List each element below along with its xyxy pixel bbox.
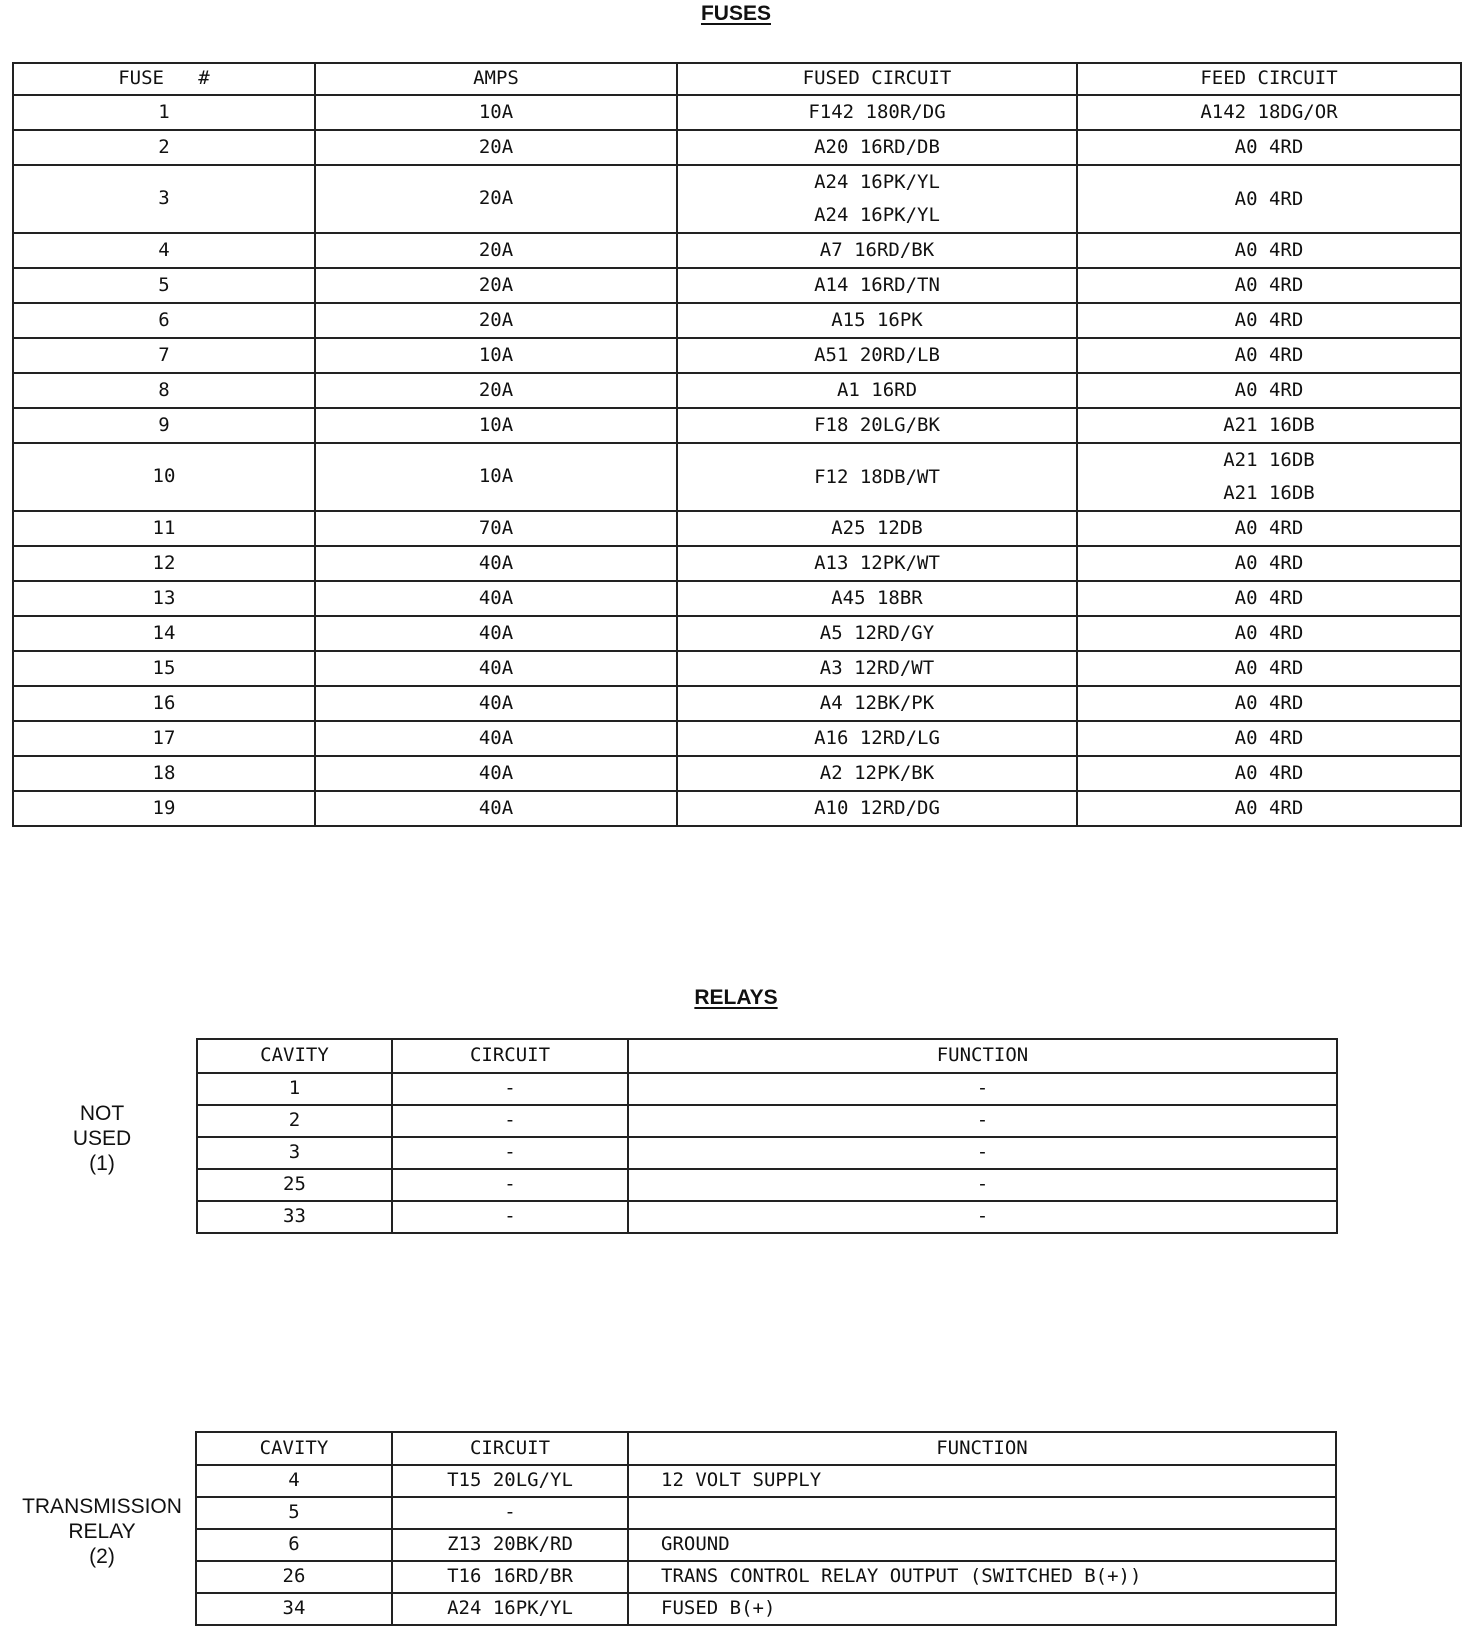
transmission-label-line: TRANSMISSION [22, 1495, 182, 1518]
fuse-row [13, 651, 1461, 686]
circuit-cell: - [392, 1201, 628, 1233]
function-cell: GROUND [628, 1529, 1336, 1561]
amps-cell: 10A [315, 443, 677, 511]
relay-row [197, 1201, 1337, 1233]
fused-circuit-cell [677, 373, 1077, 408]
fuse-row [13, 95, 1461, 130]
cavity-cell: 1 [197, 1073, 392, 1105]
fused-circuit-cell-line: A24 16PK/YL [814, 204, 940, 226]
function-cell: - [628, 1137, 1337, 1169]
fuse-number-cell: 16 [13, 686, 315, 721]
fused-circuit-cell [677, 686, 1077, 721]
fuse-number-cell: 11 [13, 511, 315, 546]
fused-circuit-cell [677, 756, 1077, 791]
fuse-number-cell: 10 [13, 443, 315, 511]
cavity-cell: 5 [196, 1497, 392, 1529]
circuit-cell: - [392, 1497, 628, 1529]
feed-circuit-cell-line: A0 4RD [1234, 587, 1304, 609]
cavity-cell: 34 [196, 1593, 392, 1625]
fused-circuit-cell-line: A13 12PK/WT [814, 552, 940, 574]
fuse-number-cell: 9 [13, 408, 315, 443]
cavity-cell: 2 [197, 1105, 392, 1137]
not-used-label [40, 1101, 164, 1176]
feed-circuit-cell-line: A0 4RD [1234, 797, 1304, 819]
fuse-row [13, 165, 1461, 233]
fused-circuit-cell [677, 443, 1077, 511]
feed-circuit-cell-line: A0 4RD [1234, 274, 1304, 296]
feed-circuit-cell [1077, 581, 1461, 616]
fuse-row [13, 756, 1461, 791]
fuses-header-row [13, 63, 1461, 95]
feed-circuit-cell-line: A0 4RD [1234, 552, 1304, 574]
feed-circuit-cell-line: A0 4RD [1234, 187, 1304, 210]
amps-cell: 20A [315, 165, 677, 233]
fuse-row [13, 373, 1461, 408]
amps-cell: 20A [315, 303, 677, 338]
feed-circuit-cell-line: A21 16DB [1223, 482, 1315, 504]
fuse-row [13, 616, 1461, 651]
fuse-row [13, 408, 1461, 443]
cavity-cell: 25 [197, 1169, 392, 1201]
relay-row [196, 1561, 1336, 1593]
feed-circuit-cell [1077, 165, 1461, 233]
feed-circuit-cell [1077, 130, 1461, 165]
fuse-row [13, 686, 1461, 721]
amps-cell: 10A [315, 338, 677, 373]
fused-circuit-cell [677, 616, 1077, 651]
fused-circuit-cell [677, 130, 1077, 165]
amps-cell: 40A [315, 616, 677, 651]
function-cell: - [628, 1073, 1337, 1105]
fused-circuit-cell [677, 408, 1077, 443]
amps-cell: 40A [315, 721, 677, 756]
feed-circuit-cell [1077, 791, 1461, 826]
fuse-row [13, 511, 1461, 546]
feed-circuit-cell-line: A0 4RD [1234, 379, 1304, 401]
function-cell: FUSED B(+) [628, 1593, 1336, 1625]
fuse-row [13, 338, 1461, 373]
fused-circuit-cell-line: A10 12RD/DG [814, 797, 940, 819]
fused-circuit-cell [677, 303, 1077, 338]
fused-circuit-cell [677, 165, 1077, 233]
header-cavity: CAVITY [196, 1432, 392, 1465]
amps-cell: 20A [315, 130, 677, 165]
fused-circuit-cell-line: F142 180R/DG [808, 101, 946, 123]
amps-cell: 40A [315, 756, 677, 791]
amps-cell: 20A [315, 268, 677, 303]
fuse-number-cell: 19 [13, 791, 315, 826]
fused-circuit-cell-line: A7 16RD/BK [819, 239, 935, 261]
not-used-relays-table [196, 1038, 1338, 1234]
feed-circuit-cell-line: A21 16DB [1223, 449, 1315, 471]
feed-circuit-cell-line: A0 4RD [1234, 692, 1304, 714]
fuse-row [13, 130, 1461, 165]
fused-circuit-cell-line: A20 16RD/DB [814, 136, 940, 158]
circuit-cell: Z13 20BK/RD [392, 1529, 628, 1561]
transmission-label-line: RELAY [68, 1520, 136, 1543]
cavity-cell: 6 [196, 1529, 392, 1561]
feed-circuit-cell [1077, 303, 1461, 338]
feed-circuit-cell [1077, 511, 1461, 546]
fuse-row [13, 443, 1461, 511]
feed-circuit-cell-line: A0 4RD [1234, 657, 1304, 679]
relay-row [196, 1529, 1336, 1561]
not-used-label-line: (1) [89, 1152, 115, 1175]
not-used-header-row [197, 1039, 1337, 1073]
header-feed-circuit: FEED CIRCUIT [1077, 63, 1461, 95]
fuse-number-cell: 8 [13, 373, 315, 408]
relay-row [196, 1465, 1336, 1497]
fused-circuit-cell-line: A16 12RD/LG [814, 727, 940, 749]
fuse-number-cell: 4 [13, 233, 315, 268]
fuse-number-cell: 13 [13, 581, 315, 616]
fused-circuit-cell-line: F18 20LG/BK [814, 414, 940, 436]
relay-row [196, 1593, 1336, 1625]
fuse-number-cell: 6 [13, 303, 315, 338]
fused-circuit-cell [677, 581, 1077, 616]
fuse-row [13, 581, 1461, 616]
fused-circuit-cell-line: A2 12PK/BK [819, 762, 935, 784]
fuses-title: FUSES [700, 2, 771, 25]
fused-circuit-cell-line: A4 12BK/PK [819, 692, 935, 714]
feed-circuit-cell [1077, 338, 1461, 373]
feed-circuit-cell [1077, 756, 1461, 791]
cavity-cell: 26 [196, 1561, 392, 1593]
fused-circuit-cell [677, 95, 1077, 130]
feed-circuit-cell-line: A142 18DG/OR [1200, 101, 1338, 123]
header-fuse-number: FUSE # [13, 63, 315, 95]
relay-row [197, 1169, 1337, 1201]
feed-circuit-cell [1077, 651, 1461, 686]
amps-cell: 40A [315, 686, 677, 721]
transmission-relay-table [195, 1431, 1337, 1626]
amps-cell: 40A [315, 546, 677, 581]
header-function: FUNCTION [628, 1432, 1336, 1465]
function-cell: TRANS CONTROL RELAY OUTPUT (SWITCHED B(+)) [628, 1561, 1336, 1593]
fused-circuit-cell-line: A15 16PK [831, 309, 923, 331]
amps-cell: 20A [315, 233, 677, 268]
function-cell [628, 1497, 1336, 1529]
fused-circuit-cell [677, 338, 1077, 373]
fuses-table [12, 62, 1462, 827]
fuse-number-cell: 17 [13, 721, 315, 756]
amps-cell: 20A [315, 373, 677, 408]
fuse-number-cell: 7 [13, 338, 315, 373]
fuse-row [13, 303, 1461, 338]
fused-circuit-cell [677, 651, 1077, 686]
function-cell: - [628, 1105, 1337, 1137]
circuit-cell: - [392, 1105, 628, 1137]
header-circuit: CIRCUIT [392, 1432, 628, 1465]
feed-circuit-cell [1077, 233, 1461, 268]
header-function: FUNCTION [628, 1039, 1337, 1073]
fuse-row [13, 233, 1461, 268]
amps-cell: 40A [315, 581, 677, 616]
header-cavity: CAVITY [197, 1039, 392, 1073]
amps-cell: 10A [315, 408, 677, 443]
transmission-relay-label [12, 1494, 192, 1569]
feed-circuit-cell [1077, 443, 1461, 511]
feed-circuit-cell [1077, 95, 1461, 130]
feed-circuit-cell-line: A21 16DB [1223, 414, 1315, 436]
feed-circuit-cell [1077, 686, 1461, 721]
header-fused-circuit: FUSED CIRCUIT [677, 63, 1077, 95]
feed-circuit-cell [1077, 721, 1461, 756]
fused-circuit-cell-line: A14 16RD/TN [814, 274, 940, 296]
relay-row [197, 1073, 1337, 1105]
fused-circuit-cell [677, 268, 1077, 303]
feed-circuit-cell-line: A0 4RD [1234, 517, 1304, 539]
transmission-header-row [196, 1432, 1336, 1465]
fuse-row [13, 721, 1461, 756]
fused-circuit-cell [677, 546, 1077, 581]
circuit-cell: - [392, 1137, 628, 1169]
transmission-label-line: (2) [89, 1545, 115, 1568]
fused-circuit-cell [677, 791, 1077, 826]
header-amps: AMPS [315, 63, 677, 95]
fuse-number-cell: 3 [13, 165, 315, 233]
relay-row [197, 1137, 1337, 1169]
feed-circuit-cell [1077, 268, 1461, 303]
fused-circuit-cell [677, 233, 1077, 268]
fuse-row [13, 268, 1461, 303]
cavity-cell: 3 [197, 1137, 392, 1169]
header-circuit: CIRCUIT [392, 1039, 628, 1073]
function-cell: 12 VOLT SUPPLY [628, 1465, 1336, 1497]
fused-circuit-cell-line: A5 12RD/GY [819, 622, 935, 644]
fused-circuit-cell-line: A3 12RD/WT [819, 657, 935, 679]
fuse-row [13, 791, 1461, 826]
fused-circuit-cell-line: A25 12DB [831, 517, 923, 539]
cavity-cell: 4 [196, 1465, 392, 1497]
feed-circuit-cell-line: A0 4RD [1234, 622, 1304, 644]
fused-circuit-cell [677, 721, 1077, 756]
fuse-number-cell: 14 [13, 616, 315, 651]
fused-circuit-cell-line: A1 16RD [836, 379, 918, 401]
relays-title: RELAYS [694, 986, 778, 1009]
cavity-cell: 33 [197, 1201, 392, 1233]
relay-row [197, 1105, 1337, 1137]
not-used-label-line: USED [72, 1127, 132, 1150]
feed-circuit-cell [1077, 373, 1461, 408]
amps-cell: 10A [315, 95, 677, 130]
amps-cell: 40A [315, 651, 677, 686]
amps-cell: 40A [315, 791, 677, 826]
relay-row [196, 1497, 1336, 1529]
feed-circuit-cell [1077, 546, 1461, 581]
circuit-cell: T16 16RD/BR [392, 1561, 628, 1593]
fused-circuit-cell-line: A51 20RD/LB [814, 344, 940, 366]
feed-circuit-cell [1077, 616, 1461, 651]
feed-circuit-cell-line: A0 4RD [1234, 762, 1304, 784]
feed-circuit-cell [1077, 408, 1461, 443]
not-used-label-line: NOT [79, 1102, 125, 1125]
fuse-row [13, 546, 1461, 581]
fused-circuit-cell-line: A24 16PK/YL [814, 171, 940, 193]
circuit-cell: - [392, 1169, 628, 1201]
feed-circuit-cell-line: A0 4RD [1234, 309, 1304, 331]
fuse-number-cell: 5 [13, 268, 315, 303]
fused-circuit-cell [677, 511, 1077, 546]
fuse-number-cell: 18 [13, 756, 315, 791]
fuse-number-cell: 12 [13, 546, 315, 581]
circuit-cell: - [392, 1073, 628, 1105]
fuse-number-cell: 2 [13, 130, 315, 165]
fused-circuit-cell-line: F12 18DB/WT [814, 465, 940, 488]
function-cell: - [628, 1201, 1337, 1233]
feed-circuit-cell-line: A0 4RD [1234, 344, 1304, 366]
fuse-number-cell: 1 [13, 95, 315, 130]
feed-circuit-cell-line: A0 4RD [1234, 239, 1304, 261]
circuit-cell: A24 16PK/YL [392, 1593, 628, 1625]
amps-cell: 70A [315, 511, 677, 546]
feed-circuit-cell-line: A0 4RD [1234, 136, 1304, 158]
fused-circuit-cell-line: A45 18BR [831, 587, 923, 609]
function-cell: - [628, 1169, 1337, 1201]
fuse-number-cell: 15 [13, 651, 315, 686]
circuit-cell: T15 20LG/YL [392, 1465, 628, 1497]
feed-circuit-cell-line: A0 4RD [1234, 727, 1304, 749]
